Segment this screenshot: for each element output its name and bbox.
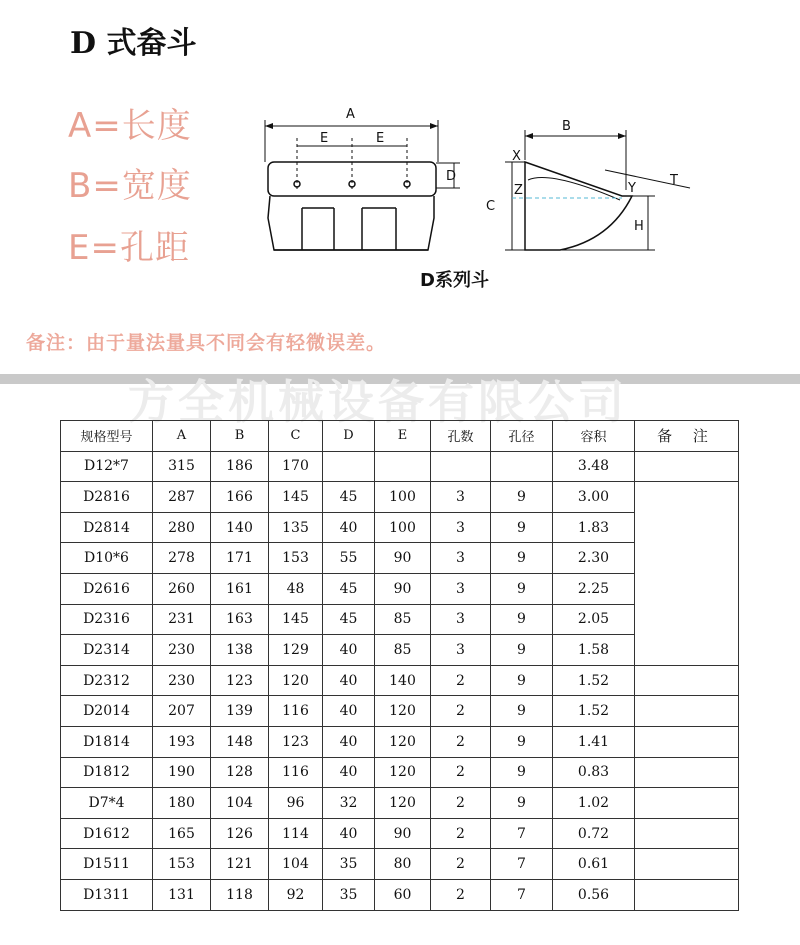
cell-hole-diameter: 9: [491, 665, 553, 696]
cell-hole-count: 3: [431, 543, 491, 574]
table-row: [61, 451, 739, 482]
cell-c: 96: [269, 788, 323, 819]
cell-e: 100: [375, 482, 431, 513]
cell-b: 126: [211, 818, 269, 849]
cell-hole-count: 2: [431, 818, 491, 849]
table-row: [61, 818, 739, 849]
cell-d: 32: [323, 788, 375, 819]
cell-model: D1511: [61, 849, 153, 880]
cell-c: 170: [269, 451, 323, 482]
cell-volume: 1.58: [553, 635, 635, 666]
cell-model: D2814: [61, 512, 153, 543]
cell-hole-count: 2: [431, 849, 491, 880]
cell-hole-count: 3: [431, 512, 491, 543]
cell-volume: 0.83: [553, 757, 635, 788]
bucket-diagram: [250, 100, 710, 300]
cell-hole-diameter: 9: [491, 543, 553, 574]
header-hole-count: 孔数: [431, 421, 491, 452]
header-c: C: [269, 421, 323, 452]
cell-d: 35: [323, 879, 375, 910]
cell-c: 116: [269, 696, 323, 727]
cell-b: 123: [211, 665, 269, 696]
cell-c: 116: [269, 757, 323, 788]
dim-label-t: T: [670, 173, 678, 188]
diagram-caption: D系列斗: [420, 270, 489, 291]
cell-e: 120: [375, 726, 431, 757]
cell-remarks: [635, 788, 739, 819]
cell-hole-diameter: 9: [491, 726, 553, 757]
header-volume: 容积: [553, 421, 635, 452]
header-model: 规格型号: [61, 421, 153, 452]
cell-volume: 1.02: [553, 788, 635, 819]
cell-model: D1812: [61, 757, 153, 788]
cell-model: D10*6: [61, 543, 153, 574]
cell-model: D1814: [61, 726, 153, 757]
cell-model: D7*4: [61, 788, 153, 819]
cell-e: 60: [375, 879, 431, 910]
cell-volume: 1.52: [553, 665, 635, 696]
cell-hole-count: 3: [431, 635, 491, 666]
cell-e: [375, 451, 431, 482]
cell-b: 161: [211, 573, 269, 604]
cell-a: 207: [153, 696, 211, 727]
cell-volume: 0.61: [553, 849, 635, 880]
cell-d: 55: [323, 543, 375, 574]
cell-e: 120: [375, 757, 431, 788]
cell-c: 114: [269, 818, 323, 849]
table-row: [61, 879, 739, 910]
cell-a: 153: [153, 849, 211, 880]
company-watermark: 方全机械设备有限公司: [128, 375, 628, 429]
page-title: D 式畚斗: [70, 26, 197, 61]
cell-d: 45: [323, 604, 375, 635]
header-hole-diameter: 孔径: [491, 421, 553, 452]
cell-volume: 0.56: [553, 879, 635, 910]
cell-model: D2316: [61, 604, 153, 635]
cell-hole-diameter: 7: [491, 849, 553, 880]
cell-model: D2616: [61, 573, 153, 604]
cell-volume: 2.30: [553, 543, 635, 574]
cell-e: 120: [375, 696, 431, 727]
cell-e: 90: [375, 818, 431, 849]
cell-a: 287: [153, 482, 211, 513]
cell-volume: 3.48: [553, 451, 635, 482]
cell-b: 148: [211, 726, 269, 757]
cell-b: 163: [211, 604, 269, 635]
cell-e: 85: [375, 635, 431, 666]
cell-model: D2312: [61, 665, 153, 696]
cell-volume: 0.72: [553, 818, 635, 849]
cell-c: 153: [269, 543, 323, 574]
cell-remarks: [635, 726, 739, 757]
dim-label-z: Z: [514, 183, 523, 198]
table-row: [61, 788, 739, 819]
header-d: D: [323, 421, 375, 452]
cell-a: 280: [153, 512, 211, 543]
cell-e: 140: [375, 665, 431, 696]
header-remarks: 备 注: [635, 421, 739, 452]
cell-hole-diameter: 9: [491, 573, 553, 604]
cell-a: 278: [153, 543, 211, 574]
table-row: [61, 696, 739, 727]
cell-volume: 3.00: [553, 482, 635, 513]
cell-model: D2314: [61, 635, 153, 666]
cell-c: 92: [269, 879, 323, 910]
cell-b: 138: [211, 635, 269, 666]
cell-e: 85: [375, 604, 431, 635]
cell-hole-diameter: 9: [491, 696, 553, 727]
cell-volume: 1.41: [553, 726, 635, 757]
cell-hole-count: 2: [431, 696, 491, 727]
cell-hole-count: 2: [431, 879, 491, 910]
cell-d: 40: [323, 665, 375, 696]
cell-hole-count: 2: [431, 788, 491, 819]
cell-hole-diameter: 9: [491, 788, 553, 819]
cell-remarks: [635, 451, 739, 482]
cell-c: 135: [269, 512, 323, 543]
cell-e: 90: [375, 573, 431, 604]
dim-label-x: X: [512, 149, 521, 164]
cell-d: 40: [323, 696, 375, 727]
cell-hole-diameter: 9: [491, 757, 553, 788]
header-e: E: [375, 421, 431, 452]
cell-volume: 2.05: [553, 604, 635, 635]
cell-d: 40: [323, 757, 375, 788]
cell-c: 129: [269, 635, 323, 666]
cell-hole-diameter: 9: [491, 604, 553, 635]
cell-a: 165: [153, 818, 211, 849]
cell-d: 40: [323, 818, 375, 849]
table-row: [61, 482, 739, 513]
cell-d: 35: [323, 849, 375, 880]
cell-hole-count: 3: [431, 482, 491, 513]
dim-label-b: B: [562, 119, 571, 134]
cell-b: 104: [211, 788, 269, 819]
dim-label-h: H: [634, 219, 644, 234]
table-row: [61, 665, 739, 696]
cell-hole-count: 2: [431, 757, 491, 788]
cell-a: 193: [153, 726, 211, 757]
table-header-row: [61, 421, 739, 452]
cell-hole-count: 2: [431, 665, 491, 696]
cell-b: 166: [211, 482, 269, 513]
cell-remarks: [635, 482, 739, 666]
cell-a: 180: [153, 788, 211, 819]
legend-length: A=长度: [68, 106, 192, 146]
cell-remarks: [635, 818, 739, 849]
dim-label-y: Y: [628, 181, 636, 196]
cell-d: 40: [323, 512, 375, 543]
cell-d: 45: [323, 573, 375, 604]
cell-d: [323, 451, 375, 482]
cell-e: 80: [375, 849, 431, 880]
cell-hole-diameter: [491, 451, 553, 482]
dim-label-a: A: [346, 107, 355, 122]
cell-model: D1311: [61, 879, 153, 910]
cell-hole-count: 3: [431, 604, 491, 635]
table-row: [61, 726, 739, 757]
cell-volume: 1.83: [553, 512, 635, 543]
cell-hole-diameter: 9: [491, 635, 553, 666]
cell-a: 231: [153, 604, 211, 635]
cell-b: 186: [211, 451, 269, 482]
legend-hole-spacing: E=孔距: [68, 228, 190, 268]
cell-hole-diameter: 9: [491, 482, 553, 513]
cell-remarks: [635, 757, 739, 788]
cell-b: 171: [211, 543, 269, 574]
cell-remarks: [635, 696, 739, 727]
cell-hole-count: 2: [431, 726, 491, 757]
cell-remarks: [635, 665, 739, 696]
cell-a: 230: [153, 665, 211, 696]
cell-a: 315: [153, 451, 211, 482]
cell-model: D2816: [61, 482, 153, 513]
cell-remarks: [635, 879, 739, 910]
cell-hole-count: [431, 451, 491, 482]
cell-b: 139: [211, 696, 269, 727]
cell-hole-diameter: 9: [491, 512, 553, 543]
cell-a: 230: [153, 635, 211, 666]
cell-e: 90: [375, 543, 431, 574]
cell-d: 40: [323, 726, 375, 757]
cell-volume: 1.52: [553, 696, 635, 727]
cell-model: D12*7: [61, 451, 153, 482]
table-row: [61, 757, 739, 788]
cell-a: 131: [153, 879, 211, 910]
cell-c: 145: [269, 604, 323, 635]
cell-hole-count: 3: [431, 573, 491, 604]
dim-label-c: C: [486, 199, 496, 214]
cell-b: 121: [211, 849, 269, 880]
cell-model: D1612: [61, 818, 153, 849]
cell-b: 118: [211, 879, 269, 910]
header-a: A: [153, 421, 211, 452]
cell-c: 48: [269, 573, 323, 604]
cell-e: 100: [375, 512, 431, 543]
cell-b: 140: [211, 512, 269, 543]
cell-hole-diameter: 7: [491, 818, 553, 849]
cell-d: 45: [323, 482, 375, 513]
cell-hole-diameter: 7: [491, 879, 553, 910]
cell-c: 145: [269, 482, 323, 513]
cell-a: 190: [153, 757, 211, 788]
cell-d: 40: [323, 635, 375, 666]
table-row: [61, 849, 739, 880]
cell-c: 104: [269, 849, 323, 880]
cell-c: 120: [269, 665, 323, 696]
dim-label-d: D: [446, 169, 457, 184]
cell-remarks: [635, 849, 739, 880]
header-b: B: [211, 421, 269, 452]
cell-a: 260: [153, 573, 211, 604]
cell-c: 123: [269, 726, 323, 757]
legend-width: B=宽度: [68, 166, 192, 206]
cell-e: 120: [375, 788, 431, 819]
cell-b: 128: [211, 757, 269, 788]
spec-table: [60, 420, 739, 911]
cell-volume: 2.25: [553, 573, 635, 604]
measurement-note: 备注：由于量法量具不同会有轻微误差。: [26, 332, 387, 354]
dim-label-e1: E: [320, 131, 329, 146]
dim-label-e2: E: [376, 131, 385, 146]
cell-model: D2014: [61, 696, 153, 727]
